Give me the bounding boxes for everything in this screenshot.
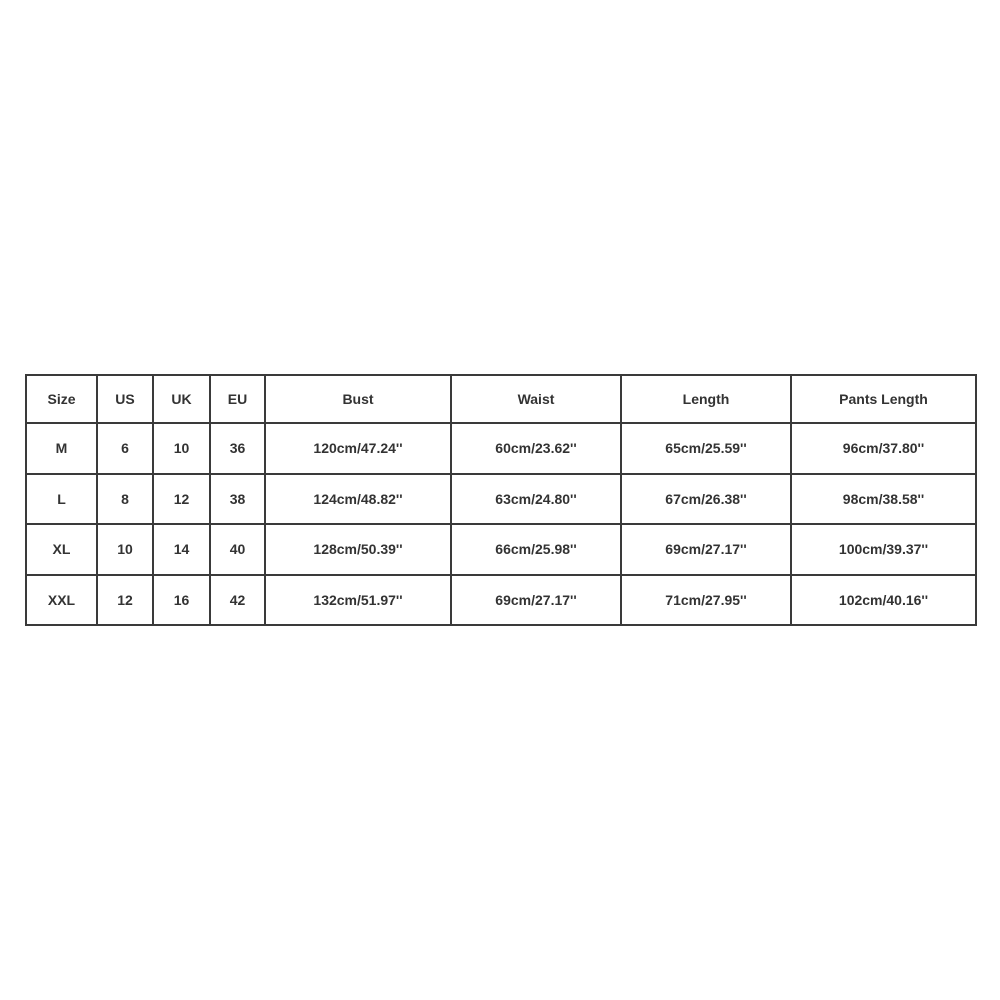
cell-eu: 38 — [210, 474, 265, 525]
header-row — [26, 375, 976, 423]
header-bust: Bust — [265, 375, 451, 423]
header-us: US — [97, 375, 153, 423]
cell-waist: 63cm/24.80'' — [451, 474, 621, 525]
table-row — [26, 423, 976, 474]
size-chart-table — [25, 374, 977, 626]
cell-eu: 36 — [210, 423, 265, 474]
cell-length: 69cm/27.17'' — [621, 524, 791, 575]
cell-uk: 10 — [153, 423, 210, 474]
cell-pants-length: 98cm/38.58'' — [791, 474, 976, 525]
header-uk: UK — [153, 375, 210, 423]
cell-us: 12 — [97, 575, 153, 626]
cell-uk: 14 — [153, 524, 210, 575]
cell-pants-length: 96cm/37.80'' — [791, 423, 976, 474]
cell-uk: 16 — [153, 575, 210, 626]
cell-waist: 60cm/23.62'' — [451, 423, 621, 474]
header-waist: Waist — [451, 375, 621, 423]
cell-size: L — [26, 474, 97, 525]
table-row — [26, 474, 976, 525]
cell-pants-length: 100cm/39.37'' — [791, 524, 976, 575]
cell-bust: 128cm/50.39'' — [265, 524, 451, 575]
cell-length: 71cm/27.95'' — [621, 575, 791, 626]
cell-us: 6 — [97, 423, 153, 474]
header-eu: EU — [210, 375, 265, 423]
header-pants-length: Pants Length — [791, 375, 976, 423]
cell-bust: 120cm/47.24'' — [265, 423, 451, 474]
header-length: Length — [621, 375, 791, 423]
cell-size: XXL — [26, 575, 97, 626]
cell-us: 10 — [97, 524, 153, 575]
cell-bust: 132cm/51.97'' — [265, 575, 451, 626]
cell-size: M — [26, 423, 97, 474]
cell-size: XL — [26, 524, 97, 575]
cell-pants-length: 102cm/40.16'' — [791, 575, 976, 626]
table-row — [26, 575, 976, 626]
table-row — [26, 524, 976, 575]
header-size: Size — [26, 375, 97, 423]
cell-length: 65cm/25.59'' — [621, 423, 791, 474]
cell-bust: 124cm/48.82'' — [265, 474, 451, 525]
cell-eu: 40 — [210, 524, 265, 575]
cell-length: 67cm/26.38'' — [621, 474, 791, 525]
cell-eu: 42 — [210, 575, 265, 626]
cell-waist: 69cm/27.17'' — [451, 575, 621, 626]
cell-waist: 66cm/25.98'' — [451, 524, 621, 575]
cell-us: 8 — [97, 474, 153, 525]
cell-uk: 12 — [153, 474, 210, 525]
